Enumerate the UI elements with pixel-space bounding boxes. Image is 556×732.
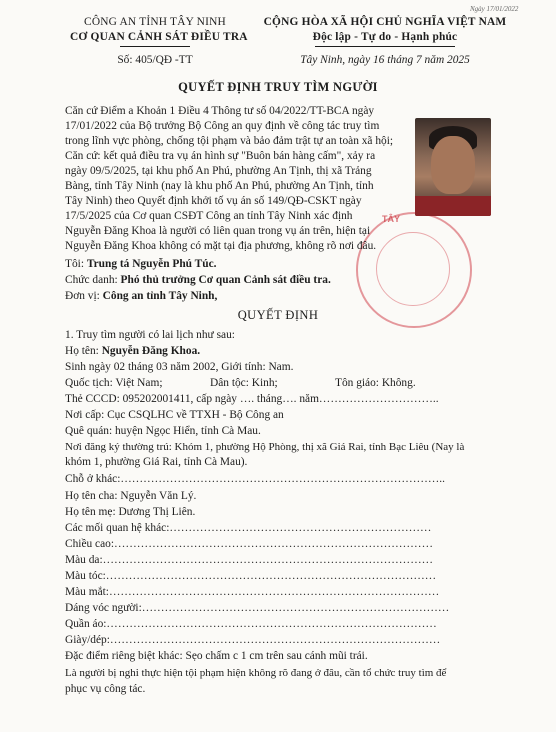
agency-top: CÔNG AN TỈNH TÂY NINH bbox=[84, 16, 226, 28]
hometown-line: Quê quán: huyện Ngọc Hiển, tỉnh Cà Mau. bbox=[65, 425, 261, 437]
red-seal-stamp: TÂY bbox=[356, 212, 472, 328]
marks-line: Đặc điểm riêng biệt khác: Sẹo chấm c 1 cm trên sau cánh mũi trái. bbox=[65, 650, 368, 662]
officer-line: Tôi: Trung tá Nguyễn Phú Túc. bbox=[65, 258, 217, 270]
document-title: QUYẾT ĐỊNH TRUY TÌM NGƯỜI bbox=[178, 80, 378, 94]
relations-line: Các mối quan hệ khác:…………………………………………………………… bbox=[65, 522, 432, 534]
father-line: Họ tên cha: Nguyễn Văn Lý. bbox=[65, 490, 197, 502]
skin-line: Màu da:…………………………………………………………………………… bbox=[65, 554, 433, 566]
mother-line: Họ tên mẹ: Dương Thị Liên. bbox=[65, 506, 196, 518]
document-number: Số: 405/QĐ -TT bbox=[117, 54, 193, 66]
other-address-line: Chỗ ở khác:………………………………………………………………………….. bbox=[65, 473, 446, 485]
corner-date: Ngày 17/01/2022 bbox=[470, 5, 519, 13]
issue-place-line: Nơi cấp: Cục CSQLHC về TTXH - Bộ Công an bbox=[65, 409, 284, 421]
motto-underline bbox=[315, 46, 455, 47]
decision-heading: QUYẾT ĐỊNH bbox=[237, 308, 319, 322]
body-line: 17/5/2025 của Cơ quan CSĐT Công an tỉnh Tây Ninh xác định bbox=[65, 210, 353, 222]
agency-sub: CƠ QUAN CẢNH SÁT ĐIỀU TRA bbox=[70, 31, 248, 43]
body-line: 17/01/2022 của Bộ trưởng Bộ Công an quy định về công tác truy tìm bbox=[65, 120, 380, 132]
ethnicity: Dân tộc: Kinh; bbox=[210, 377, 278, 389]
unit-line: Đơn vị: Công an tỉnh Tây Ninh, bbox=[65, 290, 218, 302]
nationality: Quốc tịch: Việt Nam; bbox=[65, 377, 163, 389]
body-line: trong lĩnh vực phòng, chống tội phạm và bảo đảm trật tự an toàn xã hội; bbox=[65, 135, 394, 147]
position-value: Phó thủ trưởng Cơ quan Cảnh sát điều tra. bbox=[120, 274, 331, 286]
shoes-line: Giày/dép:…………………………………………………………………………… bbox=[65, 634, 441, 646]
closing-line: Là người bị nghi thực hiện tội phạm hiện không rõ đang ở đâu, cần tổ chức truy tìm để bbox=[65, 667, 447, 679]
body-line: ngày 09/5/2025, tại khu phố An Phú, phường An Tịnh, thị xã Trảng bbox=[65, 165, 372, 177]
body-line: Tây Ninh) theo Quyết định khởi tố vụ án số 149/QĐ-CSKT ngày bbox=[65, 195, 362, 207]
religion: Tôn giáo: Không. bbox=[335, 377, 416, 389]
body-line: Bàng, tỉnh Tây Ninh (nay là khu phố An Phú, phường An Tịnh, tỉnh bbox=[65, 180, 374, 192]
id-card-line: Thẻ CCCD: 095202001411, cấp ngày …. tháng…. năm………………………….. bbox=[65, 393, 439, 405]
residence-line: Nơi đăng ký thường trú: Khóm 1, phường Hộ Phòng, thị xã Giá Rai, tỉnh Bạc Liêu (Nay là bbox=[65, 441, 465, 453]
body-line: Nguyễn Đăng Khoa không có mặt tại địa phương, không rõ nơi đâu. bbox=[65, 240, 377, 252]
hair-line: Màu tóc:…………………………………………………………………………… bbox=[65, 570, 437, 582]
birth-line: Sinh ngày 02 tháng 03 năm 2002, Giới tính: Nam. bbox=[65, 361, 294, 373]
residence-line-2: khóm 1, phường Giá Rai, tỉnh Cà Mau). bbox=[65, 456, 248, 468]
body-line: Nguyễn Đăng Khoa là người có liên quan trong vụ án trên, hiện tại bbox=[65, 225, 371, 237]
closing-line-2: phục vụ công tác. bbox=[65, 683, 146, 695]
nation-motto: Độc lập - Tự do - Hạnh phúc bbox=[312, 31, 458, 43]
body-line: Căn cứ: kết quả điều tra vụ án hình sự "Buôn bán hàng cấm", xảy ra bbox=[65, 150, 376, 162]
position-line: Chức danh: Phó thủ trưởng Cơ quan Cảnh sát điều tra. bbox=[65, 274, 331, 286]
body-line: Căn cứ Điểm a Khoản 1 Điều 4 Thông tư số 04/2022/TT-BCA ngày bbox=[65, 105, 375, 117]
unit-value: Công an tỉnh Tây Ninh, bbox=[102, 290, 218, 302]
height-line: Chiều cao:………………………………………………………………………… bbox=[65, 538, 433, 550]
item-1: 1. Truy tìm người có lai lịch như sau: bbox=[65, 329, 235, 341]
place-date: Tây Ninh, ngày 16 tháng 7 năm 2025 bbox=[300, 54, 470, 66]
officer-name: Trung tá Nguyễn Phú Túc. bbox=[86, 258, 217, 270]
agency-underline bbox=[120, 46, 190, 47]
build-line: Dáng vóc người:……………………………………………………………………… bbox=[65, 602, 450, 614]
suspect-photo bbox=[415, 118, 491, 216]
fullname-line: Họ tên: Nguyễn Đăng Khoa. bbox=[65, 345, 201, 357]
eye-line: Màu mắt:…………………………………………………………………………… bbox=[65, 586, 440, 598]
clothes-line: Quần áo:…………………………………………………………………………… bbox=[65, 618, 437, 630]
nation-title: CỘNG HÒA XÃ HỘI CHỦ NGHĨA VIỆT NAM bbox=[263, 16, 507, 28]
fullname-value: Nguyễn Đăng Khoa. bbox=[101, 345, 201, 357]
